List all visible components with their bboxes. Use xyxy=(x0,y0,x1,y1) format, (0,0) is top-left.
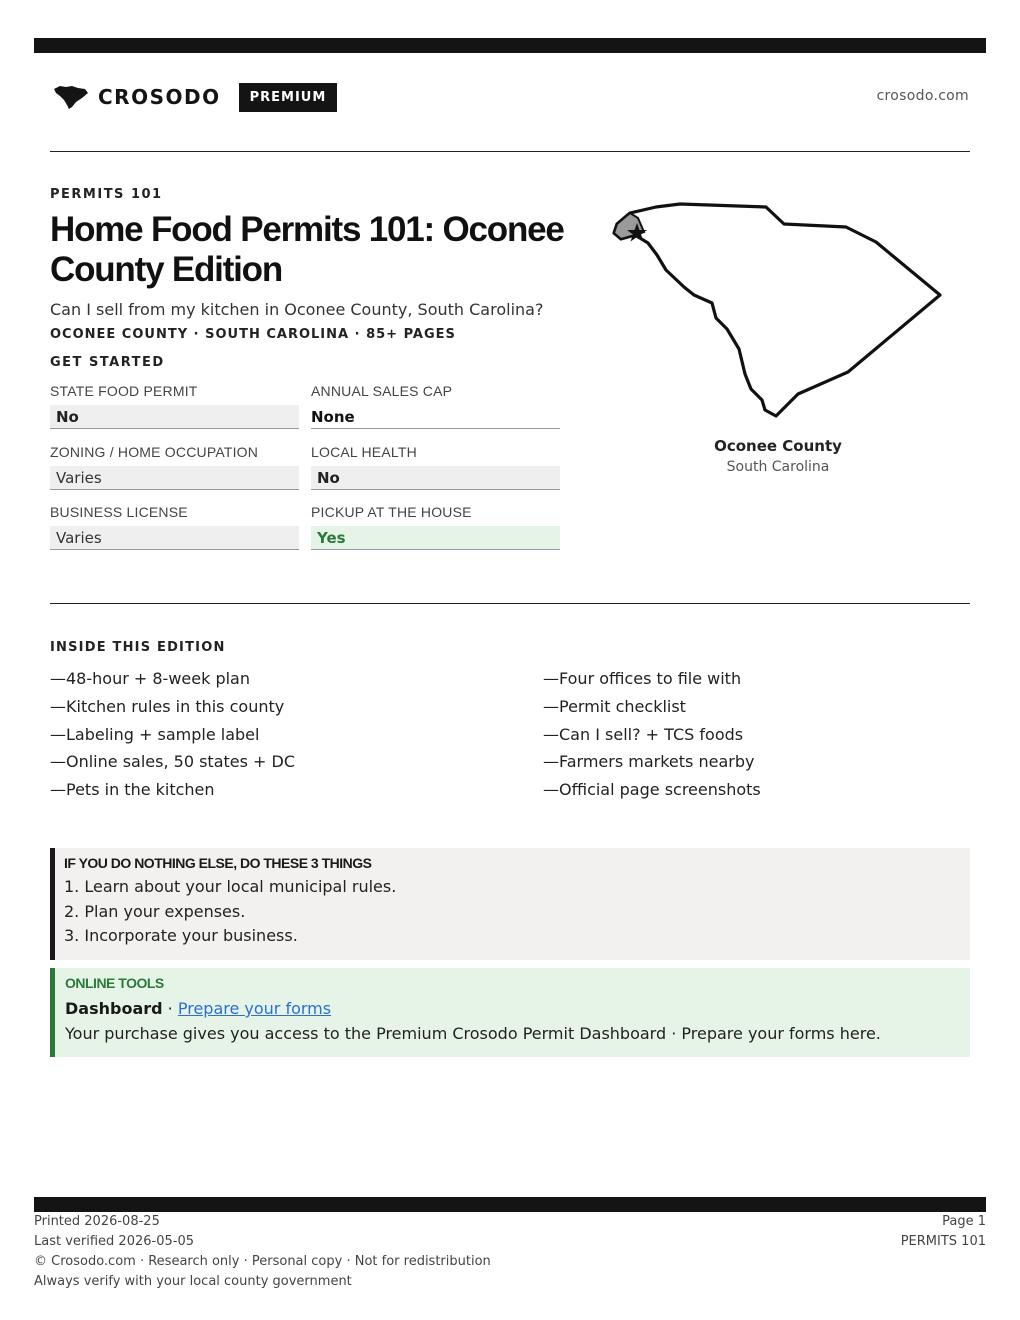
footer-left xyxy=(34,1212,491,1292)
printed-date: Printed 2026-08-25 xyxy=(34,1214,160,1229)
top-rule xyxy=(34,38,986,53)
meta-line: OCONEE COUNTY · SOUTH CAROLINA · 85+ PAGES xyxy=(50,327,456,342)
inside-list-left xyxy=(50,665,295,804)
step-item: 3. Incorporate your business. xyxy=(64,926,298,945)
page-subtitle: Can I sell from my kitchen in Oconee County, South Carolina? xyxy=(50,300,544,319)
list-item: —Labeling + sample label xyxy=(50,724,260,744)
page-number: Page 1 xyxy=(942,1214,986,1229)
field-value: No xyxy=(311,466,560,490)
field-annual-sales-cap xyxy=(311,382,560,429)
field-local-health xyxy=(311,443,560,490)
list-item: —Farmers markets nearby xyxy=(543,752,755,772)
list-item: —Official page screenshots xyxy=(543,780,761,800)
online-tools-description: Your purchase gives you access to the Premium Crosodo Permit Dashboard · Prepare your forms here. xyxy=(65,1024,881,1043)
callout-title: ONLINE TOOLS xyxy=(65,975,164,991)
verified-date: Last verified 2026-05-05 xyxy=(34,1234,194,1249)
field-value: Varies xyxy=(50,526,299,550)
map-county-name: Oconee County xyxy=(714,437,842,455)
footer-section: PERMITS 101 xyxy=(900,1234,986,1249)
list-item: —Pets in the kitchen xyxy=(50,780,215,800)
list-item: —Online sales, 50 states + DC xyxy=(50,752,296,772)
page-title: Home Food Permits 101: Oconee County Edition xyxy=(50,210,564,289)
field-zoning xyxy=(50,443,299,490)
dashboard-label: Dashboard xyxy=(65,999,163,1018)
field-state-food-permit xyxy=(50,382,299,429)
list-item: —Four offices to file with xyxy=(543,669,742,688)
footer-right xyxy=(901,1212,986,1252)
bottom-rule xyxy=(34,1197,986,1212)
field-value: No xyxy=(50,405,299,429)
list-item: —48-hour + 8-week plan xyxy=(50,669,250,688)
field-label: STATE FOOD PERMIT xyxy=(50,383,198,399)
dashboard-line xyxy=(65,997,970,1021)
eyebrow: PERMITS 101 xyxy=(50,187,163,202)
list-item: —Can I sell? + TCS foods xyxy=(543,724,744,744)
step-item: 2. Plan your expenses. xyxy=(64,901,246,921)
map-state-name: South Carolina xyxy=(726,459,830,475)
inside-list-right xyxy=(543,665,761,804)
field-value: None xyxy=(311,405,560,429)
inside-heading: INSIDE THIS EDITION xyxy=(50,640,226,655)
field-label: ZONING / HOME OCCUPATION xyxy=(50,444,259,460)
brand xyxy=(52,82,337,112)
list-item: —Permit checklist xyxy=(543,696,686,716)
must-do-callout xyxy=(50,848,970,960)
south-carolina-logo-icon xyxy=(52,83,90,111)
brand-name: CROSODO xyxy=(98,85,221,109)
premium-badge: PREMIUM xyxy=(239,83,338,112)
field-value: Varies xyxy=(50,466,299,490)
field-label: LOCAL HEALTH xyxy=(311,444,417,460)
header-divider xyxy=(50,151,970,152)
list-item: —Kitchen rules in this county xyxy=(50,696,285,716)
section-divider xyxy=(50,603,970,604)
field-value: Yes xyxy=(311,526,560,550)
separator: · xyxy=(162,999,178,1018)
state-map xyxy=(608,196,948,424)
field-label: ANNUAL SALES CAP xyxy=(311,383,453,399)
copyright: © Crosodo.com · Research only · Personal copy · Not for redistribution xyxy=(34,1254,491,1269)
field-business-license xyxy=(50,503,299,550)
field-label: BUSINESS LICENSE xyxy=(50,504,188,520)
prepare-forms-link[interactable]: Prepare your forms xyxy=(177,999,332,1018)
disclaimer: Always verify with your local county government xyxy=(34,1274,352,1289)
field-label: PICKUP AT THE HOUSE xyxy=(311,504,472,520)
callout-title: IF YOU DO NOTHING ELSE, DO THESE 3 THINGS xyxy=(64,855,372,871)
step-item: 1. Learn about your local municipal rules. xyxy=(64,877,397,896)
online-tools-callout xyxy=(50,968,970,1057)
field-pickup-at-house xyxy=(311,503,560,550)
state-outline xyxy=(614,204,940,416)
site-url: crosodo.com xyxy=(876,88,969,104)
get-started-heading: GET STARTED xyxy=(50,355,165,370)
